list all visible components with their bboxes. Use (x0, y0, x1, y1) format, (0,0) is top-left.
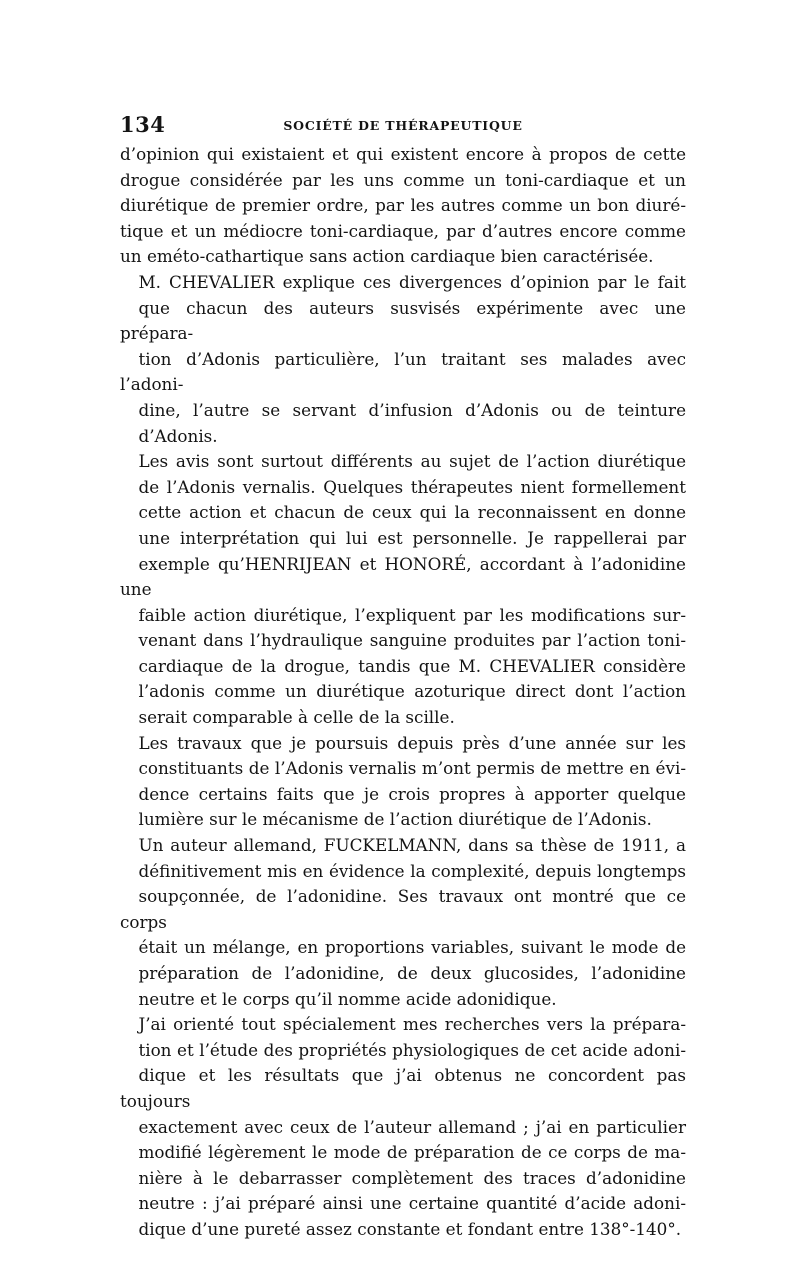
text-line: l’adonis comme un diurétique azoturique direct dont l’action (138, 681, 686, 702)
document-page (120, 108, 686, 1243)
text-line: M. CHEVALIER explique ces divergences d’opinion par le fait (138, 271, 686, 292)
text-line: une interprétation qui lui est personnelle. Je rappellerai par (138, 527, 686, 548)
text-line: Les travaux que je poursuis depuis près d’une année sur les (138, 732, 686, 753)
text-line: exactement avec ceux de l’auteur allemand ; j’ai en particulier (138, 1116, 686, 1137)
text-line: tique et un médiocre toni-cardiaque, par d’autres encore comme (120, 220, 686, 241)
text-line: lumière sur le mécanisme de l’action diurétique de l’Adonis. (138, 809, 652, 830)
text-line: cardiaque de la drogue, tandis que M. CHEVALIER considère (138, 655, 686, 676)
paragraph-3 (120, 449, 686, 731)
text-line: diurétique de premier ordre, par les autres comme un bon diuré- (120, 195, 686, 216)
body-text (120, 142, 686, 1243)
text-line: était un mélange, en proportions variables, suivant le mode de (138, 937, 686, 958)
text-line: tion et l’étude des propriétés physiologiques de cet acide adoni- (138, 1039, 686, 1060)
text-line: drogue considérée par les uns comme un toni-cardiaque et un (120, 169, 686, 190)
text-line: neutre et le corps qu’il nomme acide adonidique. (138, 988, 557, 1009)
text-line: J’ai orienté tout spécialement mes recherches vers la prépara- (138, 1014, 686, 1035)
text-line: tion d’Adonis particulière, l’un traitant ses malades avec l’adoni- (120, 348, 686, 395)
text-line: préparation de l’adonidine, de deux glucosides, l’adonidine (138, 963, 686, 983)
paragraph-2 (120, 270, 686, 449)
text-line: Un auteur allemand, FUCKELMANN, dans sa thèse de 1911, a (138, 835, 686, 856)
text-line: dence certains faits que je crois propres à apporter quelque (138, 783, 686, 804)
text-line: d’opinion qui existaient et qui existent encore à propos de cette (120, 144, 686, 164)
text-line: nière à le debarrasser complètement des traces d’adonidine (138, 1167, 686, 1188)
running-head (120, 108, 686, 142)
text-line: que chacun des auteurs susvisés expérimente avec une prépara- (120, 297, 686, 344)
text-line: un eméto-cathartique sans action cardiaque bien caractérisée. (120, 246, 654, 267)
text-line: soupçonnée, de l’adonidine. Ses travaux ont montré que ce corps (120, 886, 686, 932)
text-line: constituants de l’Adonis vernalis m’ont permis de mettre en évi- (138, 758, 686, 779)
text-line: venant dans l’hydraulique sanguine produites par l’action toni- (138, 630, 686, 651)
text-line: cette action et chacun de ceux qui la reconnaissent en donne (138, 502, 686, 523)
text-line: faible action diurétique, l’expliquent par les modifications sur- (138, 604, 686, 625)
text-line: Les avis sont surtout différents au sujet de l’action diurétique (138, 451, 686, 472)
paragraph-1 (120, 142, 686, 270)
text-line: neutre : j’ai préparé ainsi une certaine quantité d’acide adoni- (138, 1193, 686, 1214)
text-line: de l’Adonis vernalis. Quelques thérapeutes nient formellement (138, 476, 686, 497)
paragraph-4 (120, 731, 686, 833)
text-line: serait comparable à celle de la scille. (138, 707, 455, 728)
text-line: dique et les résultats que j’ai obtenus ne concordent pas toujours (120, 1065, 686, 1111)
text-line: modifié légèrement le mode de préparation de ce corps de ma- (138, 1142, 686, 1163)
paragraph-6 (120, 1012, 686, 1242)
text-line: dine, l’autre se servant d’infusion d’Adonis ou de teinture (138, 399, 686, 420)
page-number: 134 (120, 112, 166, 137)
running-title: SOCIÉTÉ DE THÉRAPEUTIQUE (283, 118, 523, 133)
paragraph-5 (120, 833, 686, 1012)
text-line: dique d’une pureté assez constante et fondant entre 138°-140°. (138, 1218, 682, 1239)
text-line: d’Adonis. (138, 425, 218, 446)
text-line: exemple qu’HENRIJEAN et HONORÉ, accordant à l’adonidine une (120, 553, 686, 600)
text-line: définitivement mis en évidence la complexité, depuis longtemps (138, 860, 686, 881)
